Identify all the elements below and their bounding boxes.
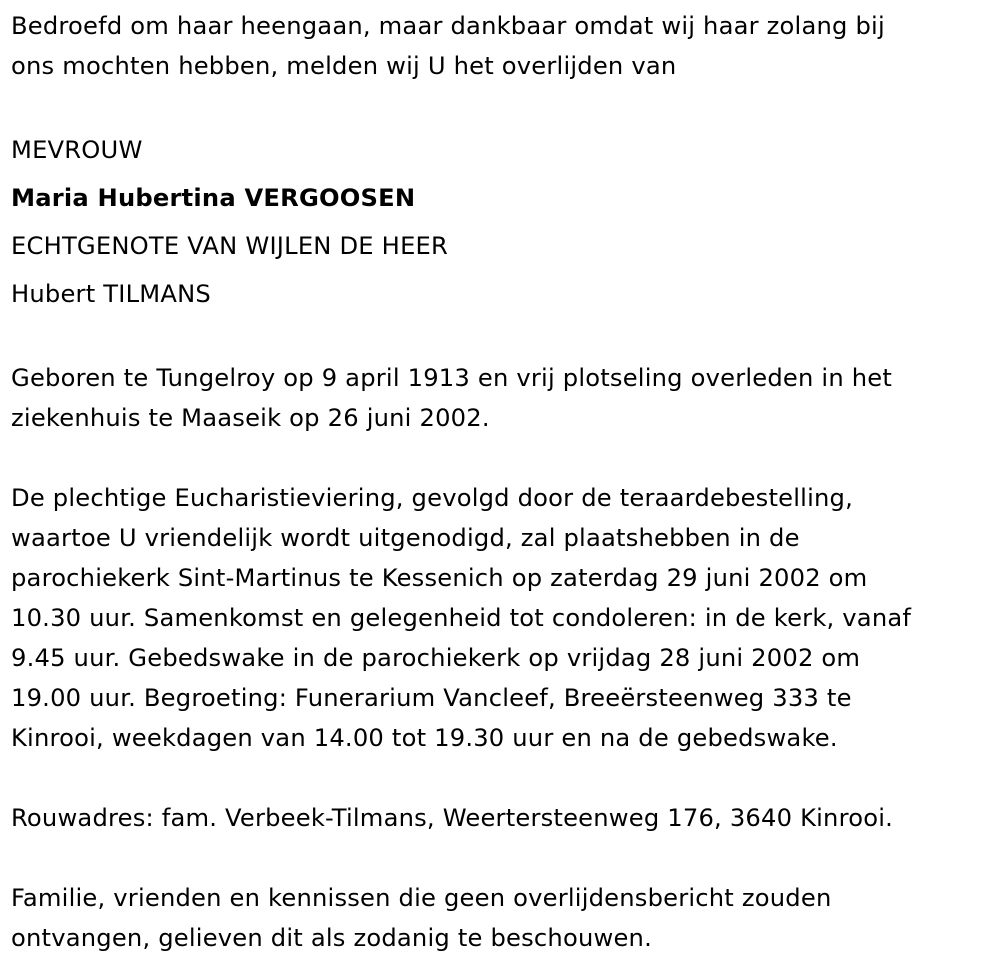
intro-line: ons mochten hebben, melden wij U het overlijden van — [11, 52, 677, 80]
closing-line: ontvangen, gelieven dit als zodanig te beschouwen. — [11, 924, 652, 952]
ceremony-line: 10.30 uur. Samenkomst en gelegenheid tot condoleren: in de kerk, vanaf — [11, 604, 912, 632]
spacer — [11, 318, 990, 358]
relation-label: ECHTGENOTE VAN WIJLEN DE HEER — [11, 232, 449, 260]
mourning-address: Rouwadres: fam. Verbeek-Tilmans, Weertersteenweg 176, 3640 Kinrooi. — [11, 804, 894, 832]
address-paragraph — [11, 798, 990, 838]
ceremony-line: parochiekerk Sint-Martinus te Kessenich op zaterdag 29 juni 2002 om — [11, 564, 868, 592]
ceremony-line: De plechtige Eucharistieviering, gevolgd door de teraardebestelling, — [11, 484, 853, 512]
spacer — [11, 438, 990, 478]
ceremony-line: 9.45 uur. Gebedswake in de parochiekerk op vrijdag 28 juni 2002 om — [11, 644, 861, 672]
ceremony-line: waartoe U vriendelijk wordt uitgenodigd, zal plaatshebben in de — [11, 524, 800, 552]
spacer — [11, 838, 990, 878]
closing-paragraph — [11, 878, 990, 958]
birth-death-paragraph — [11, 358, 990, 438]
ceremony-line: 19.00 uur. Begroeting: Funerarium Vancleef, Breeërsteenweg 333 te — [11, 684, 852, 712]
spacer — [11, 758, 990, 798]
intro-paragraph — [11, 6, 990, 86]
ceremony-line: Kinrooi, weekdagen van 14.00 tot 19.30 uur en na de gebedswake. — [11, 724, 838, 752]
closing-line: Familie, vrienden en kennissen die geen overlijdensbericht zouden — [11, 884, 832, 912]
intro-line: Bedroefd om haar heengaan, maar dankbaar omdat wij haar zolang bij — [11, 12, 885, 40]
spacer — [11, 86, 990, 126]
deceased-name: Maria Hubertina VERGOOSEN — [11, 184, 416, 212]
ceremony-paragraph — [11, 478, 990, 758]
deceased-block — [11, 126, 990, 318]
honorific: MEVROUW — [11, 136, 143, 164]
birth-death-line: Geboren te Tungelroy op 9 april 1913 en vrij plotseling overleden in het — [11, 364, 893, 392]
birth-death-line: ziekenhuis te Maaseik op 26 juni 2002. — [11, 404, 490, 432]
spouse-name: Hubert TILMANS — [11, 280, 211, 308]
